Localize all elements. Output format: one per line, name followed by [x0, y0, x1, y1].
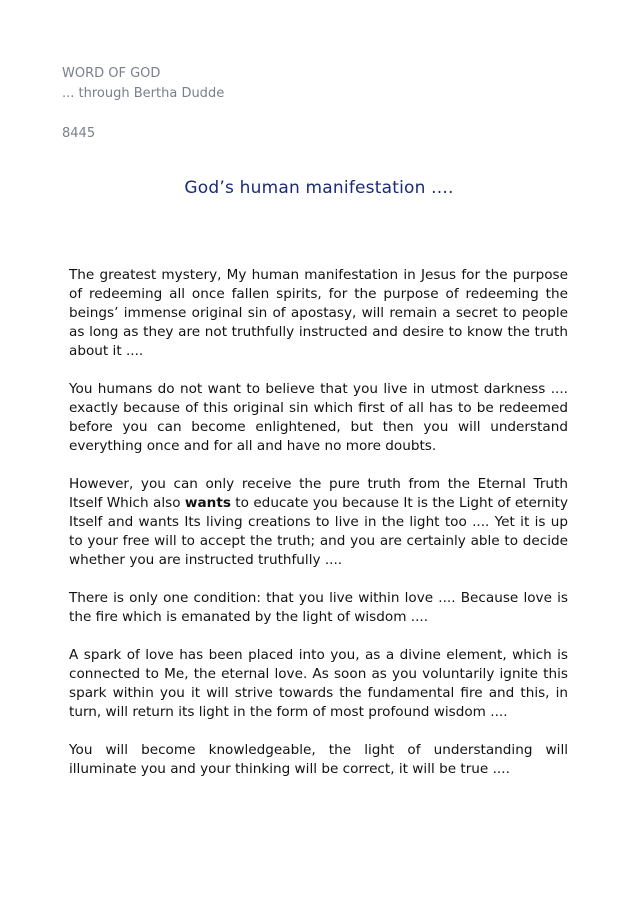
paragraph-3-after: to educate you because It is the Light of eternity Itself and wants Its living creations to live in the light too .... Yet it is up to your free will to accept the truth; and you are certainly able to decide whether you are instructed truthfully ....	[69, 495, 568, 568]
paragraph-1: The greatest mystery, My human manifestation in Jesus for the purpose of redeeming all once fallen spirits, for the purpose of redeeming the beings’ immense original sin of apostasy, will remain a secret to people as long as they are not truthfully instructed and desire to know the truth about it ....	[69, 267, 568, 359]
paragraph-3-before: However, you can only receive the pure truth from the Eternal Truth Itself Which also	[69, 476, 568, 511]
page-title: God’s human manifestation ....	[184, 178, 454, 198]
series-title: WORD OF GOD	[62, 66, 161, 81]
document-number: 8445	[62, 126, 96, 141]
paragraph-4: There is only one condition: that you live within love .... Because love is the fire which is emanated by the light of wisdom ....	[69, 590, 568, 625]
emphasis-wants: wants	[184, 495, 231, 511]
paragraph-3	[69, 475, 568, 570]
paragraph-6: You will become knowledgeable, the light of understanding will illuminate you and your thinking will be correct, it will be true ....	[69, 742, 568, 777]
author-attribution: ... through Bertha Dudde	[62, 86, 225, 101]
document-header	[62, 64, 224, 144]
paragraph-2: You humans do not want to believe that you live in utmost darkness .... exactly because of this original sin which first of all has to be redeemed before you can become enlightened, but then you will understand everything once and for all and have no more doubts.	[69, 381, 568, 454]
document-body	[69, 266, 568, 798]
paragraph-5: A spark of love has been placed into you, as a divine element, which is connected to Me, the eternal love. As soon as you voluntarily ignite this spark within you it will strive towards the fundamental fire and this, in turn, will return its light in the form of most profound wisdom ....	[69, 647, 568, 720]
